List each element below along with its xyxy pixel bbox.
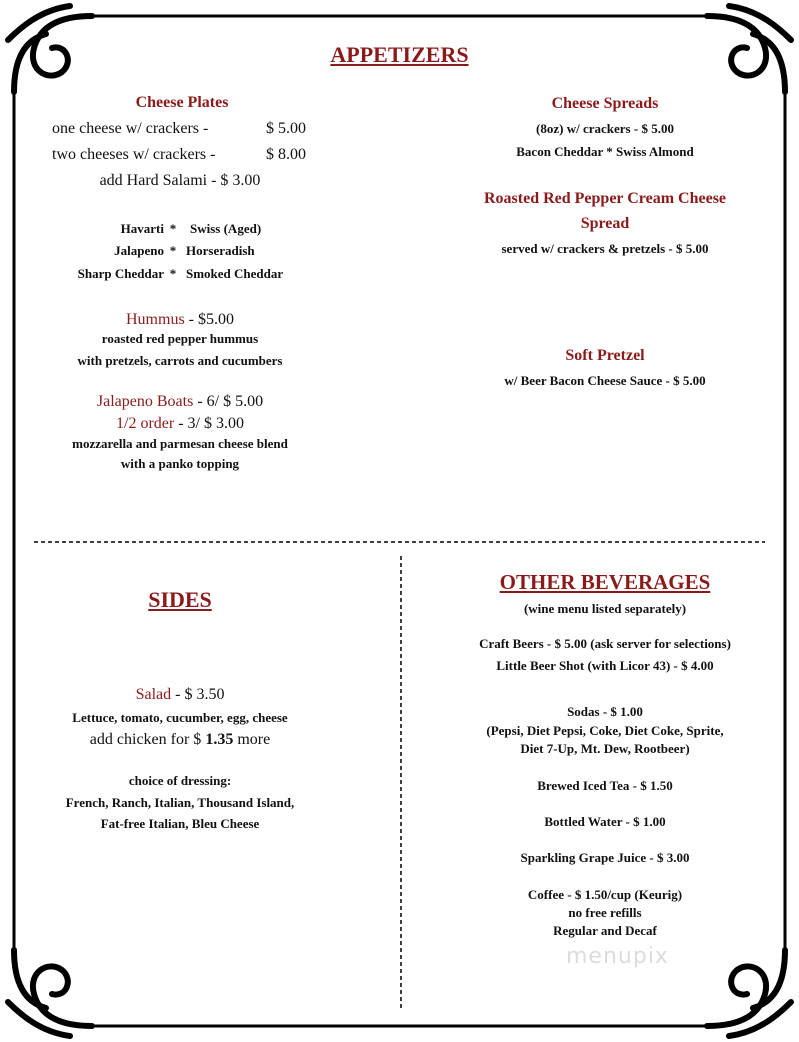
soft-pretzel-line: w/ Beer Bacon Cheese Sauce - $ 5.00 [504, 373, 706, 388]
two-cheese-label: two cheeses w/ crackers - [52, 146, 216, 163]
coffee-note-2: Regular and Decaf [553, 923, 657, 938]
dressing-line-1: French, Ranch, Italian, Thousand Island, [65, 795, 295, 810]
variety-left: Sharp Cheddar [77, 266, 164, 281]
hummus-name: Hummus [126, 311, 185, 328]
one-cheese-label: one cheese w/ crackers - [52, 120, 209, 137]
jalapeno-boats-title [40, 393, 320, 411]
variety-separator: * [169, 243, 177, 258]
coffee: Coffee - $ 1.50/cup (Keurig) [527, 887, 683, 902]
variety-separator: * [169, 266, 177, 281]
hummus-price: - $5.00 [184, 311, 234, 328]
craft-beers: Craft Beers - $ 5.00 (ask server for selections) [479, 636, 731, 651]
variety-right: Smoked Cheddar [186, 266, 284, 281]
grape-juice: Sparkling Grape Juice - $ 3.00 [520, 850, 690, 865]
one-cheese-price: $ 5.00 [266, 120, 306, 137]
two-cheese-price: $ 8.00 [266, 146, 306, 163]
appetizers-title: APPETIZERS [330, 42, 469, 67]
cheese-spreads-heading: Cheese Spreads [551, 95, 659, 112]
beverages-title: OTHER BEVERAGES [499, 570, 711, 594]
ornament-bottom-left [8, 950, 92, 1036]
red-pepper-spread-heading-2: Spread [580, 215, 630, 232]
bottled-water: Bottled Water - $ 1.00 [544, 814, 666, 829]
half-order-price: - 3/ $ 3.00 [174, 415, 244, 432]
hard-salami-addon [60, 172, 300, 190]
red-pepper-spread-heading-1: Roasted Red Pepper Cream Cheese [483, 190, 727, 207]
add-chicken-more: more [233, 731, 271, 748]
sides-title: SIDES [148, 587, 212, 612]
salad-name: Salad [135, 686, 172, 703]
variety-left: Havarti [120, 221, 164, 236]
variety-right: Horseradish [186, 243, 255, 258]
cheese-plates-heading: Cheese Plates [135, 94, 229, 111]
sodas-list-2: Diet 7-Up, Mt. Dew, Rootbeer) [520, 741, 690, 756]
jalapeno-boats-name: Jalapeno Boats [96, 393, 194, 410]
half-order-name: 1/2 order [116, 415, 175, 432]
cheese-spreads-line-1: (8oz) w/ crackers - $ 5.00 [536, 121, 674, 136]
hard-salami-label: add Hard Salami - $ [99, 172, 229, 189]
jalapeno-half-order [40, 415, 320, 433]
coffee-note-1: no free refills [568, 905, 642, 920]
add-chicken [40, 731, 320, 749]
red-pepper-spread-line: served w/ crackers & pretzels - $ 5.00 [501, 241, 709, 256]
jalapeno-boats-price: - 6/ $ 5.00 [193, 393, 264, 410]
beverages-note: (wine menu listed separately) [523, 601, 687, 616]
hummus-desc-2: with pretzels, carrots and cucumbers [77, 353, 283, 368]
beer-shot: Little Beer Shot (with Licor 43) - $ 4.00 [496, 658, 714, 673]
dressing-title: choice of dressing: [128, 773, 232, 788]
salad-price: - $ 3.50 [171, 686, 225, 703]
hummus-desc-1: roasted red pepper hummus [101, 331, 259, 346]
salad-desc: Lettuce, tomato, cucumber, egg, cheese [72, 710, 288, 725]
sodas: Sodas - $ 1.00 [567, 704, 643, 719]
dressing-line-2: Fat-free Italian, Bleu Cheese [100, 816, 260, 831]
cheese-spreads-line-2: Bacon Cheddar * Swiss Almond [516, 144, 694, 159]
add-chicken-text: add chicken for $ [89, 731, 206, 748]
menupix-watermark: menupix [566, 944, 669, 969]
salad-title [60, 686, 300, 704]
jalapeno-desc-2: with a panko topping [120, 456, 240, 471]
variety-right: Swiss (Aged) [190, 221, 262, 236]
iced-tea: Brewed Iced Tea - $ 1.50 [537, 778, 673, 793]
sodas-list-1: (Pepsi, Diet Pepsi, Coke, Diet Coke, Sprite, [486, 723, 724, 738]
variety-left: Jalapeno [114, 243, 164, 258]
ornament-bottom-right [707, 950, 791, 1036]
hard-salami-price: 3.00 [232, 172, 261, 189]
add-chicken-price: 1.35 [205, 731, 234, 748]
soft-pretzel-heading: Soft Pretzel [565, 347, 645, 364]
variety-separator: * [169, 221, 177, 236]
jalapeno-desc-1: mozzarella and parmesan cheese blend [72, 436, 288, 451]
hummus-title [60, 311, 300, 329]
